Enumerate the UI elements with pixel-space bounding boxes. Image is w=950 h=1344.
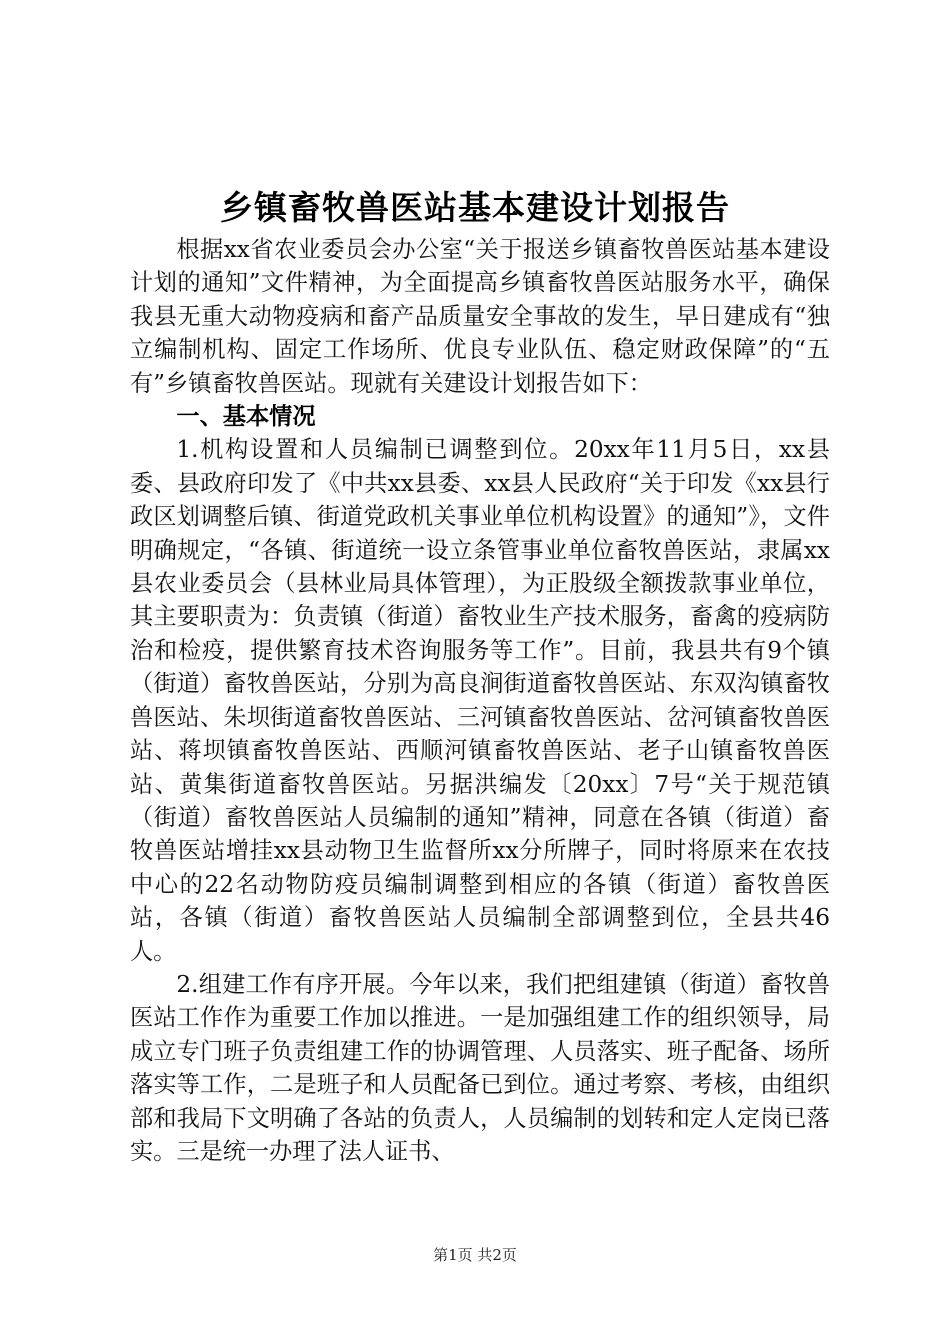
document-title: 乡镇畜牧兽医站基本建设计划报告 [220,188,730,227]
paragraph-item-1: 1.机构设置和人员编制已调整到位。20xx年11月5日，xx县委、县政府印发了《中共xx县委、xx县人民政府“关于印发《xx县行政区划调整后镇、街道党政机关事业单位机构设置》的通知”》，文件明确规定，“各镇、街道统一设立条管事业单位畜牧兽医站，隶属xx县农业委员会（县林业局具体管理），为正股级全额拨款事业单位，其主要职责为：负责镇（街道）畜牧业生产技术服务，畜禽的疫病防治和检疫，提供繁育技术咨询服务等工作”。目前，我县共有9个镇（街道）畜牧兽医站，分别为高良涧街道畜牧兽医站、东双沟镇畜牧兽医站、朱坝街道畜牧兽医站、三河镇畜牧兽医站、岔河镇畜牧兽医站、蒋坝镇畜牧兽医站、西顺河镇畜牧兽医站、老子山镇畜牧兽医站、黄集街道畜牧兽医站。另据洪编发〔20xx〕7号“关于规范镇（街道）畜牧兽医站人员编制的通知”精神，同意在各镇（街道）畜牧兽医站增挂xx县动物卫生监督所xx分所牌子，同时将原来在农技中心的22名动物防疫员编制调整到相应的各镇（街道）畜牧兽医站，各镇（街道）畜牧兽医站人员编制全部调整到位，全县共46人。 [130,436,830,965]
section-heading-basic-situation: 一、基本情况 [176,403,316,431]
intro-paragraph: 根据xx省农业委员会办公室“关于报送乡镇畜牧兽医站基本建设计划的通知”文件精神，为全面提高乡镇畜牧兽医站服务水平，确保我县无重大动物疫病和畜产品质量安全事故的发生，早日建成有“独立编制机构、固定工作场所、优良专业队伍、稳定财政保障”的“五有”乡镇畜牧兽医站。现就有关建设计划报告如下： [130,236,830,397]
paragraph-item-2: 2.组建工作有序开展。今年以来，我们把组建镇（街道）畜牧兽医站工作作为重要工作加以推进。一是加强组建工作的组织领导，局成立专门班子负责组建工作的协调管理、人员落实、班子配备、场所落实等工作，二是班子和人员配备已到位。通过考察、考核，由组织部和我局下文明确了各站的负责人，人员编制的划转和定人定岗已落实。三是统一办理了法人证书、 [130,970,830,1165]
document-body [130,233,830,1168]
page-footer: 第1页 共2页 [433,1246,517,1264]
